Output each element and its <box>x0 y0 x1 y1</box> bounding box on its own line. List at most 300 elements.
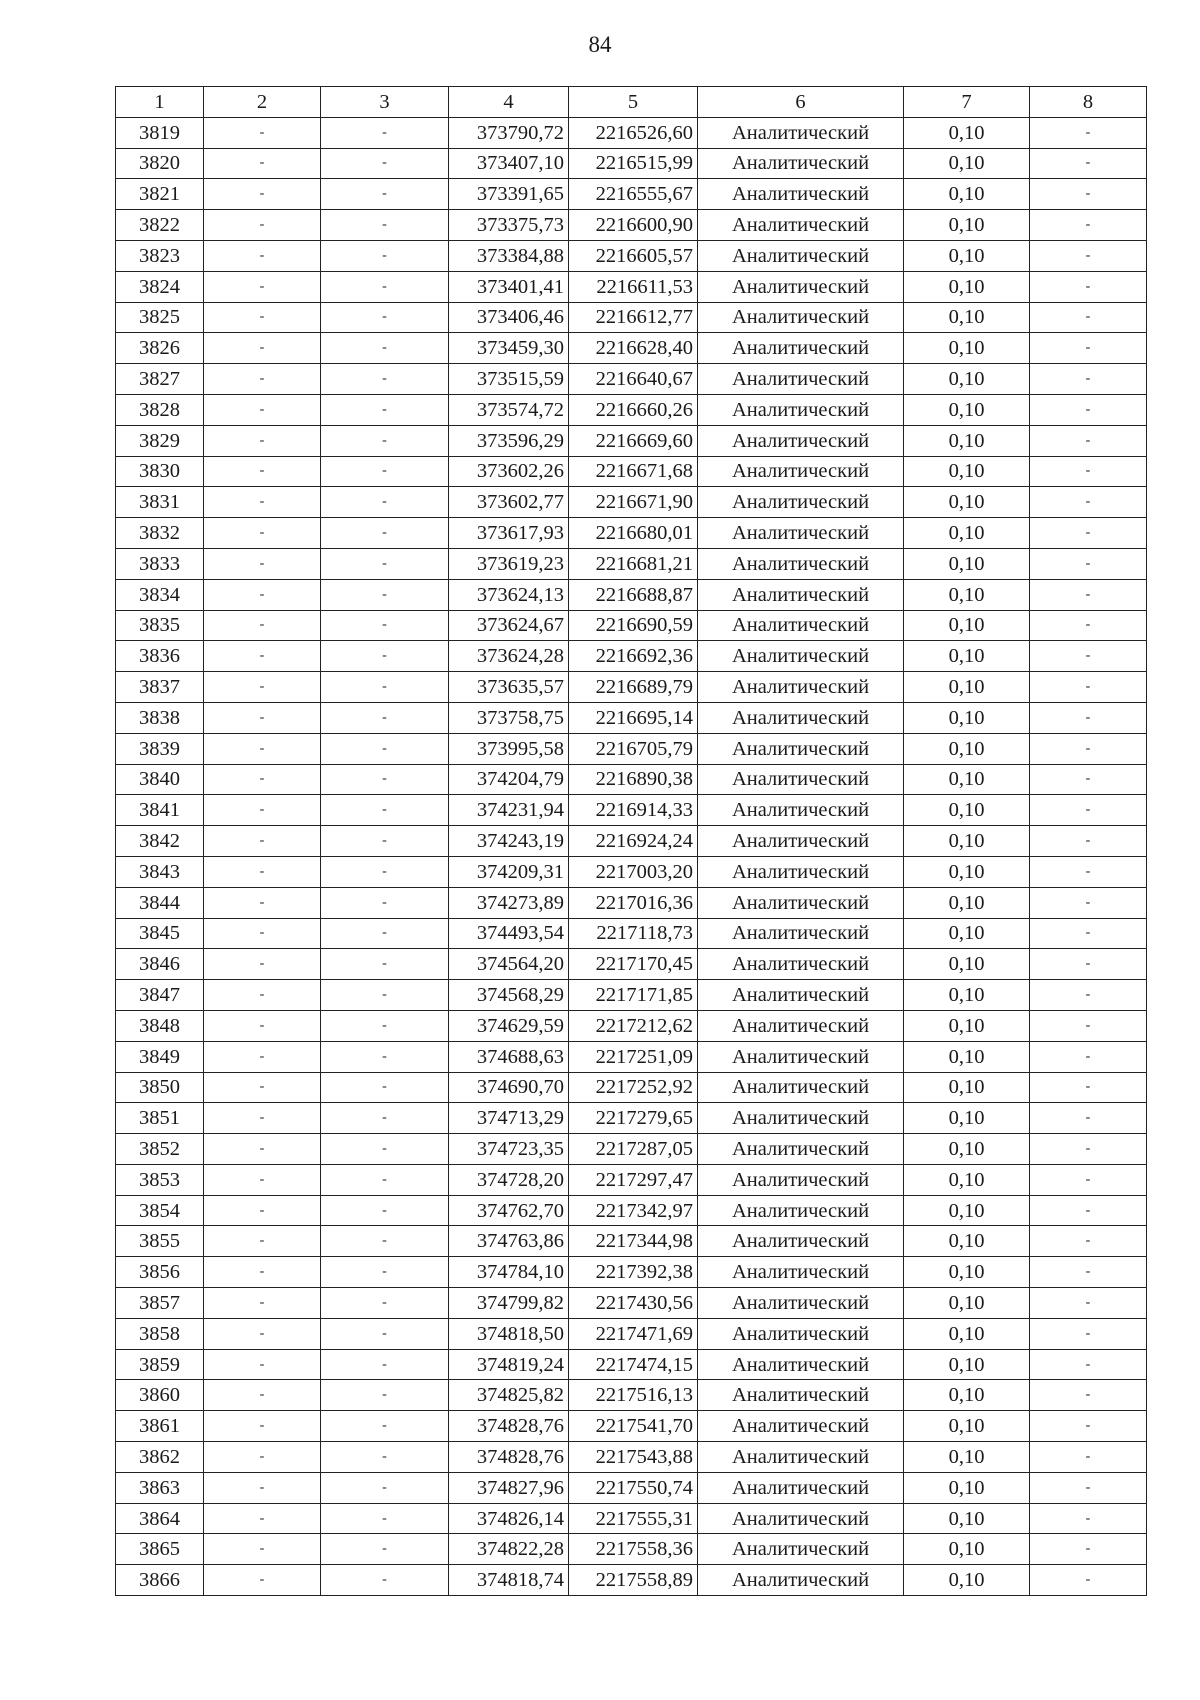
point-number-cell: 3848 <box>116 1010 204 1041</box>
y-coordinate-cell: 2216705,79 <box>569 733 698 764</box>
x-coordinate-cell: 374690,70 <box>449 1072 569 1103</box>
column-8-cell: - <box>1030 394 1147 425</box>
table-row <box>116 487 1147 518</box>
column-2-cell: - <box>204 1257 321 1288</box>
table-row <box>116 826 1147 857</box>
column-3-cell: - <box>321 1010 449 1041</box>
y-coordinate-cell: 2216605,57 <box>569 240 698 271</box>
accuracy-cell: 0,10 <box>904 548 1030 579</box>
method-cell: Аналитический <box>698 1565 904 1596</box>
point-number-cell: 3855 <box>116 1226 204 1257</box>
column-8-cell: - <box>1030 826 1147 857</box>
column-2-cell: - <box>204 579 321 610</box>
y-coordinate-cell: 2217170,45 <box>569 949 698 980</box>
point-number-cell: 3831 <box>116 487 204 518</box>
column-3-cell: - <box>321 1226 449 1257</box>
x-coordinate-cell: 373635,57 <box>449 672 569 703</box>
y-coordinate-cell: 2217297,47 <box>569 1164 698 1195</box>
method-cell: Аналитический <box>698 1318 904 1349</box>
column-2-cell: - <box>204 1442 321 1473</box>
column-3-cell: - <box>321 302 449 333</box>
table-row <box>116 764 1147 795</box>
column-3-cell: - <box>321 456 449 487</box>
y-coordinate-cell: 2216924,24 <box>569 826 698 857</box>
point-number-cell: 3860 <box>116 1380 204 1411</box>
column-3-cell: - <box>321 1380 449 1411</box>
accuracy-cell: 0,10 <box>904 1565 1030 1596</box>
y-coordinate-cell: 2217287,05 <box>569 1134 698 1165</box>
point-number-cell: 3832 <box>116 518 204 549</box>
column-2-cell: - <box>204 240 321 271</box>
x-coordinate-cell: 374826,14 <box>449 1503 569 1534</box>
accuracy-cell: 0,10 <box>904 764 1030 795</box>
method-cell: Аналитический <box>698 1041 904 1072</box>
y-coordinate-cell: 2216628,40 <box>569 333 698 364</box>
x-coordinate-cell: 373758,75 <box>449 702 569 733</box>
point-number-cell: 3839 <box>116 733 204 764</box>
table-row <box>116 302 1147 333</box>
column-3-cell: - <box>321 733 449 764</box>
table-row <box>116 641 1147 672</box>
table-row <box>116 548 1147 579</box>
accuracy-cell: 0,10 <box>904 1041 1030 1072</box>
x-coordinate-cell: 374243,19 <box>449 826 569 857</box>
column-3-cell: - <box>321 240 449 271</box>
accuracy-cell: 0,10 <box>904 1288 1030 1319</box>
method-cell: Аналитический <box>698 210 904 241</box>
x-coordinate-cell: 374629,59 <box>449 1010 569 1041</box>
column-8-cell: - <box>1030 918 1147 949</box>
column-3-cell: - <box>321 148 449 179</box>
column-2-cell: - <box>204 733 321 764</box>
method-cell: Аналитический <box>698 548 904 579</box>
column-8-cell: - <box>1030 1411 1147 1442</box>
column-header: 7 <box>904 87 1030 118</box>
point-number-cell: 3842 <box>116 826 204 857</box>
point-number-cell: 3826 <box>116 333 204 364</box>
y-coordinate-cell: 2216688,87 <box>569 579 698 610</box>
method-cell: Аналитический <box>698 1134 904 1165</box>
table-row <box>116 148 1147 179</box>
column-8-cell: - <box>1030 641 1147 672</box>
accuracy-cell: 0,10 <box>904 1134 1030 1165</box>
column-header: 1 <box>116 87 204 118</box>
column-3-cell: - <box>321 1195 449 1226</box>
x-coordinate-cell: 373459,30 <box>449 333 569 364</box>
method-cell: Аналитический <box>698 271 904 302</box>
column-3-cell: - <box>321 641 449 672</box>
column-2-cell: - <box>204 1534 321 1565</box>
column-3-cell: - <box>321 1503 449 1534</box>
x-coordinate-cell: 374493,54 <box>449 918 569 949</box>
column-2-cell: - <box>204 1041 321 1072</box>
y-coordinate-cell: 2216669,60 <box>569 425 698 456</box>
column-2-cell: - <box>204 302 321 333</box>
x-coordinate-cell: 374784,10 <box>449 1257 569 1288</box>
column-3-cell: - <box>321 333 449 364</box>
table-row <box>116 1134 1147 1165</box>
y-coordinate-cell: 2216681,21 <box>569 548 698 579</box>
point-number-cell: 3824 <box>116 271 204 302</box>
column-8-cell: - <box>1030 1534 1147 1565</box>
y-coordinate-cell: 2216600,90 <box>569 210 698 241</box>
method-cell: Аналитический <box>698 949 904 980</box>
accuracy-cell: 0,10 <box>904 1257 1030 1288</box>
y-coordinate-cell: 2216689,79 <box>569 672 698 703</box>
table-row <box>116 1534 1147 1565</box>
x-coordinate-cell: 373574,72 <box>449 394 569 425</box>
column-8-cell: - <box>1030 1226 1147 1257</box>
y-coordinate-cell: 2217558,89 <box>569 1565 698 1596</box>
point-number-cell: 3859 <box>116 1349 204 1380</box>
column-2-cell: - <box>204 826 321 857</box>
column-8-cell: - <box>1030 764 1147 795</box>
x-coordinate-cell: 374825,82 <box>449 1380 569 1411</box>
table-row <box>116 1318 1147 1349</box>
column-2-cell: - <box>204 641 321 672</box>
method-cell: Аналитический <box>698 887 904 918</box>
method-cell: Аналитический <box>698 1257 904 1288</box>
table-row <box>116 518 1147 549</box>
column-8-cell: - <box>1030 1318 1147 1349</box>
column-3-cell: - <box>321 1134 449 1165</box>
column-3-cell: - <box>321 117 449 148</box>
method-cell: Аналитический <box>698 918 904 949</box>
method-cell: Аналитический <box>698 980 904 1011</box>
accuracy-cell: 0,10 <box>904 487 1030 518</box>
column-3-cell: - <box>321 364 449 395</box>
column-2-cell: - <box>204 271 321 302</box>
accuracy-cell: 0,10 <box>904 795 1030 826</box>
column-8-cell: - <box>1030 1041 1147 1072</box>
method-cell: Аналитический <box>698 1195 904 1226</box>
accuracy-cell: 0,10 <box>904 856 1030 887</box>
x-coordinate-cell: 374762,70 <box>449 1195 569 1226</box>
column-8-cell: - <box>1030 179 1147 210</box>
table-row <box>116 795 1147 826</box>
column-3-cell: - <box>321 1349 449 1380</box>
table-row <box>116 1010 1147 1041</box>
point-number-cell: 3821 <box>116 179 204 210</box>
y-coordinate-cell: 2217171,85 <box>569 980 698 1011</box>
y-coordinate-cell: 2216692,36 <box>569 641 698 672</box>
point-number-cell: 3837 <box>116 672 204 703</box>
method-cell: Аналитический <box>698 1380 904 1411</box>
x-coordinate-cell: 374828,76 <box>449 1411 569 1442</box>
method-cell: Аналитический <box>698 1072 904 1103</box>
method-cell: Аналитический <box>698 179 904 210</box>
method-cell: Аналитический <box>698 1442 904 1473</box>
column-2-cell: - <box>204 1565 321 1596</box>
x-coordinate-cell: 374568,29 <box>449 980 569 1011</box>
method-cell: Аналитический <box>698 518 904 549</box>
column-8-cell: - <box>1030 1103 1147 1134</box>
column-2-cell: - <box>204 394 321 425</box>
x-coordinate-cell: 374209,31 <box>449 856 569 887</box>
method-cell: Аналитический <box>698 302 904 333</box>
column-3-cell: - <box>321 179 449 210</box>
column-header: 4 <box>449 87 569 118</box>
column-2-cell: - <box>204 1318 321 1349</box>
accuracy-cell: 0,10 <box>904 826 1030 857</box>
table-row <box>116 1503 1147 1534</box>
point-number-cell: 3841 <box>116 795 204 826</box>
column-3-cell: - <box>321 764 449 795</box>
accuracy-cell: 0,10 <box>904 425 1030 456</box>
column-3-cell: - <box>321 394 449 425</box>
table-row <box>116 210 1147 241</box>
column-2-cell: - <box>204 887 321 918</box>
column-2-cell: - <box>204 1226 321 1257</box>
accuracy-cell: 0,10 <box>904 1318 1030 1349</box>
x-coordinate-cell: 374763,86 <box>449 1226 569 1257</box>
point-number-cell: 3840 <box>116 764 204 795</box>
accuracy-cell: 0,10 <box>904 179 1030 210</box>
column-2-cell: - <box>204 548 321 579</box>
column-8-cell: - <box>1030 702 1147 733</box>
method-cell: Аналитический <box>698 487 904 518</box>
column-2-cell: - <box>204 610 321 641</box>
column-2-cell: - <box>204 1103 321 1134</box>
point-number-cell: 3820 <box>116 148 204 179</box>
y-coordinate-cell: 2216690,59 <box>569 610 698 641</box>
y-coordinate-cell: 2217016,36 <box>569 887 698 918</box>
point-number-cell: 3825 <box>116 302 204 333</box>
column-8-cell: - <box>1030 1380 1147 1411</box>
column-8-cell: - <box>1030 1164 1147 1195</box>
point-number-cell: 3834 <box>116 579 204 610</box>
accuracy-cell: 0,10 <box>904 1442 1030 1473</box>
y-coordinate-cell: 2217118,73 <box>569 918 698 949</box>
point-number-cell: 3845 <box>116 918 204 949</box>
y-coordinate-cell: 2216660,26 <box>569 394 698 425</box>
column-8-cell: - <box>1030 240 1147 271</box>
point-number-cell: 3851 <box>116 1103 204 1134</box>
column-3-cell: - <box>321 610 449 641</box>
column-3-cell: - <box>321 980 449 1011</box>
y-coordinate-cell: 2217279,65 <box>569 1103 698 1134</box>
table-row <box>116 333 1147 364</box>
point-number-cell: 3853 <box>116 1164 204 1195</box>
point-number-cell: 3857 <box>116 1288 204 1319</box>
column-3-cell: - <box>321 579 449 610</box>
column-8-cell: - <box>1030 518 1147 549</box>
table-row <box>116 1442 1147 1473</box>
accuracy-cell: 0,10 <box>904 148 1030 179</box>
x-coordinate-cell: 373995,58 <box>449 733 569 764</box>
column-8-cell: - <box>1030 1134 1147 1165</box>
column-3-cell: - <box>321 887 449 918</box>
column-8-cell: - <box>1030 364 1147 395</box>
column-8-cell: - <box>1030 856 1147 887</box>
table-row <box>116 980 1147 1011</box>
accuracy-cell: 0,10 <box>904 918 1030 949</box>
column-2-cell: - <box>204 1380 321 1411</box>
accuracy-cell: 0,10 <box>904 1411 1030 1442</box>
point-number-cell: 3864 <box>116 1503 204 1534</box>
point-number-cell: 3861 <box>116 1411 204 1442</box>
accuracy-cell: 0,10 <box>904 117 1030 148</box>
y-coordinate-cell: 2217516,13 <box>569 1380 698 1411</box>
method-cell: Аналитический <box>698 1103 904 1134</box>
accuracy-cell: 0,10 <box>904 1072 1030 1103</box>
table-row <box>116 1041 1147 1072</box>
column-3-cell: - <box>321 856 449 887</box>
accuracy-cell: 0,10 <box>904 949 1030 980</box>
point-number-cell: 3847 <box>116 980 204 1011</box>
x-coordinate-cell: 374713,29 <box>449 1103 569 1134</box>
table-row <box>116 856 1147 887</box>
x-coordinate-cell: 374799,82 <box>449 1288 569 1319</box>
accuracy-cell: 0,10 <box>904 1164 1030 1195</box>
table-row <box>116 240 1147 271</box>
column-2-cell: - <box>204 1164 321 1195</box>
point-number-cell: 3856 <box>116 1257 204 1288</box>
table-row <box>116 1288 1147 1319</box>
table-row <box>116 1380 1147 1411</box>
y-coordinate-cell: 2217252,92 <box>569 1072 698 1103</box>
x-coordinate-cell: 373624,28 <box>449 641 569 672</box>
point-number-cell: 3858 <box>116 1318 204 1349</box>
y-coordinate-cell: 2217344,98 <box>569 1226 698 1257</box>
point-number-cell: 3866 <box>116 1565 204 1596</box>
method-cell: Аналитический <box>698 826 904 857</box>
column-3-cell: - <box>321 949 449 980</box>
table-row <box>116 271 1147 302</box>
y-coordinate-cell: 2217558,36 <box>569 1534 698 1565</box>
method-cell: Аналитический <box>698 1164 904 1195</box>
accuracy-cell: 0,10 <box>904 456 1030 487</box>
table-header-row <box>116 87 1147 118</box>
y-coordinate-cell: 2216612,77 <box>569 302 698 333</box>
column-2-cell: - <box>204 425 321 456</box>
y-coordinate-cell: 2217471,69 <box>569 1318 698 1349</box>
column-3-cell: - <box>321 1041 449 1072</box>
column-2-cell: - <box>204 1349 321 1380</box>
accuracy-cell: 0,10 <box>904 641 1030 672</box>
table-row <box>116 1164 1147 1195</box>
column-8-cell: - <box>1030 1349 1147 1380</box>
accuracy-cell: 0,10 <box>904 1534 1030 1565</box>
x-coordinate-cell: 374723,35 <box>449 1134 569 1165</box>
column-2-cell: - <box>204 487 321 518</box>
table-row <box>116 672 1147 703</box>
table-row <box>116 1411 1147 1442</box>
point-number-cell: 3862 <box>116 1442 204 1473</box>
x-coordinate-cell: 374818,50 <box>449 1318 569 1349</box>
y-coordinate-cell: 2216890,38 <box>569 764 698 795</box>
accuracy-cell: 0,10 <box>904 733 1030 764</box>
method-cell: Аналитический <box>698 1503 904 1534</box>
y-coordinate-cell: 2217430,56 <box>569 1288 698 1319</box>
x-coordinate-cell: 373790,72 <box>449 117 569 148</box>
column-2-cell: - <box>204 117 321 148</box>
y-coordinate-cell: 2217474,15 <box>569 1349 698 1380</box>
y-coordinate-cell: 2216914,33 <box>569 795 698 826</box>
column-header: 5 <box>569 87 698 118</box>
column-8-cell: - <box>1030 980 1147 1011</box>
column-3-cell: - <box>321 1103 449 1134</box>
column-2-cell: - <box>204 764 321 795</box>
method-cell: Аналитический <box>698 856 904 887</box>
table-row <box>116 1072 1147 1103</box>
x-coordinate-cell: 374231,94 <box>449 795 569 826</box>
y-coordinate-cell: 2216555,67 <box>569 179 698 210</box>
table-row <box>116 887 1147 918</box>
x-coordinate-cell: 373624,67 <box>449 610 569 641</box>
x-coordinate-cell: 373406,46 <box>449 302 569 333</box>
y-coordinate-cell: 2217212,62 <box>569 1010 698 1041</box>
column-3-cell: - <box>321 702 449 733</box>
column-8-cell: - <box>1030 1442 1147 1473</box>
x-coordinate-cell: 374688,63 <box>449 1041 569 1072</box>
accuracy-cell: 0,10 <box>904 1472 1030 1503</box>
point-number-cell: 3849 <box>116 1041 204 1072</box>
point-number-cell: 3828 <box>116 394 204 425</box>
table-row <box>116 1565 1147 1596</box>
column-3-cell: - <box>321 1318 449 1349</box>
table-row <box>116 579 1147 610</box>
y-coordinate-cell: 2217392,38 <box>569 1257 698 1288</box>
column-8-cell: - <box>1030 425 1147 456</box>
x-coordinate-cell: 373602,26 <box>449 456 569 487</box>
y-coordinate-cell: 2216515,99 <box>569 148 698 179</box>
accuracy-cell: 0,10 <box>904 887 1030 918</box>
point-number-cell: 3852 <box>116 1134 204 1165</box>
column-3-cell: - <box>321 271 449 302</box>
method-cell: Аналитический <box>698 1472 904 1503</box>
accuracy-cell: 0,10 <box>904 364 1030 395</box>
column-header: 3 <box>321 87 449 118</box>
method-cell: Аналитический <box>698 610 904 641</box>
column-3-cell: - <box>321 826 449 857</box>
column-3-cell: - <box>321 1164 449 1195</box>
column-2-cell: - <box>204 1195 321 1226</box>
point-number-cell: 3850 <box>116 1072 204 1103</box>
column-3-cell: - <box>321 210 449 241</box>
table-row <box>116 1226 1147 1257</box>
x-coordinate-cell: 373596,29 <box>449 425 569 456</box>
point-number-cell: 3819 <box>116 117 204 148</box>
column-8-cell: - <box>1030 610 1147 641</box>
column-2-cell: - <box>204 1503 321 1534</box>
accuracy-cell: 0,10 <box>904 1349 1030 1380</box>
point-number-cell: 3835 <box>116 610 204 641</box>
column-2-cell: - <box>204 795 321 826</box>
point-number-cell: 3846 <box>116 949 204 980</box>
method-cell: Аналитический <box>698 117 904 148</box>
x-coordinate-cell: 374819,24 <box>449 1349 569 1380</box>
column-8-cell: - <box>1030 148 1147 179</box>
method-cell: Аналитический <box>698 672 904 703</box>
accuracy-cell: 0,10 <box>904 1195 1030 1226</box>
column-2-cell: - <box>204 1411 321 1442</box>
column-8-cell: - <box>1030 795 1147 826</box>
method-cell: Аналитический <box>698 764 904 795</box>
column-3-cell: - <box>321 1565 449 1596</box>
y-coordinate-cell: 2217251,09 <box>569 1041 698 1072</box>
table-body <box>116 117 1147 1595</box>
column-2-cell: - <box>204 1072 321 1103</box>
table-row <box>116 1103 1147 1134</box>
y-coordinate-cell: 2217555,31 <box>569 1503 698 1534</box>
column-8-cell: - <box>1030 456 1147 487</box>
method-cell: Аналитический <box>698 733 904 764</box>
accuracy-cell: 0,10 <box>904 240 1030 271</box>
column-8-cell: - <box>1030 271 1147 302</box>
point-number-cell: 3823 <box>116 240 204 271</box>
accuracy-cell: 0,10 <box>904 702 1030 733</box>
